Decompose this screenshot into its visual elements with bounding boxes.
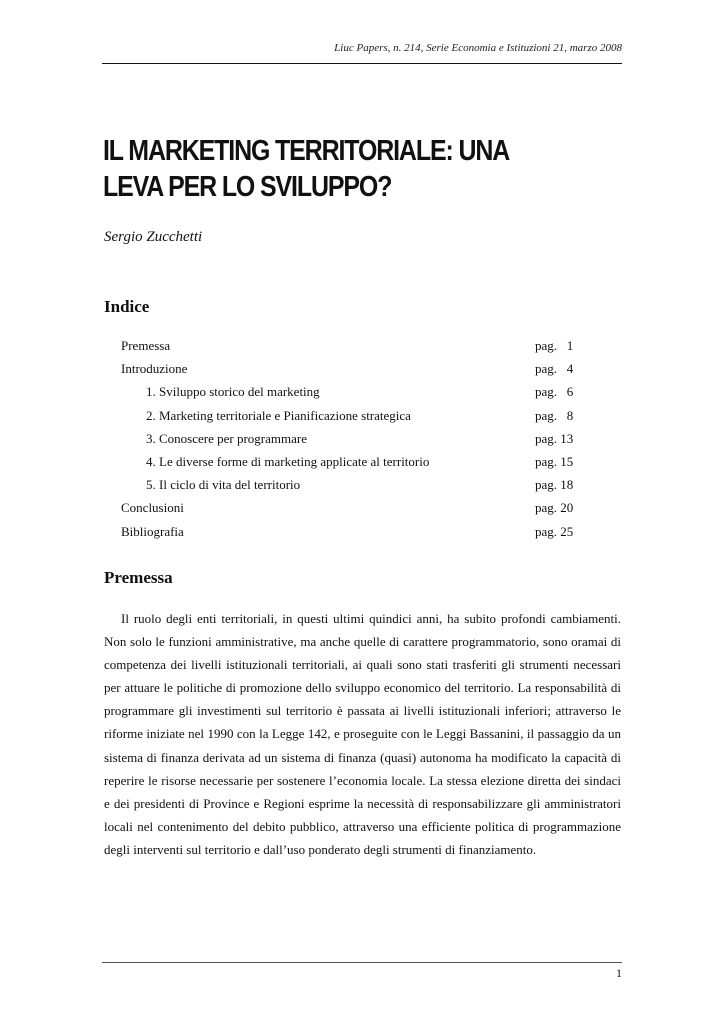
toc-entry[interactable] xyxy=(0,498,724,521)
toc-entry-page: pag. 4 xyxy=(535,361,574,377)
toc-entry-label: 3. Conoscere per programmare xyxy=(146,430,307,446)
toc-entry-page: pag. 25 xyxy=(535,523,574,539)
toc-entry-page: pag. 18 xyxy=(535,477,574,493)
premessa-heading: Premessa xyxy=(104,568,173,587)
toc-subentry[interactable] xyxy=(0,475,724,498)
toc-entry[interactable] xyxy=(0,522,724,545)
toc-entry-label: 5. Il ciclo di vita del territorio xyxy=(146,477,301,493)
toc-subentry[interactable] xyxy=(0,429,724,452)
author-name: Sergio Zucchetti xyxy=(104,229,203,245)
paper-title: IL MARKETING TERRITORIALE: UNA LEVA PER LO SVILUPPO? xyxy=(103,135,509,203)
toc-entry-label: Premessa xyxy=(121,338,171,353)
toc-entry-label: 4. Le diverse forme di marketing applicate al territorio xyxy=(146,453,430,469)
toc-entry-label: Conclusioni xyxy=(121,500,184,516)
toc-entry-page: pag. 20 xyxy=(535,500,574,516)
page-number: 1 xyxy=(616,966,622,980)
table-of-contents xyxy=(0,336,724,545)
toc-entry[interactable] xyxy=(0,359,724,382)
toc-entry-label: 2. Marketing territoriale e Pianificazione strategica xyxy=(146,407,411,423)
toc-entry[interactable] xyxy=(0,336,724,359)
toc-subentry[interactable] xyxy=(0,382,724,405)
toc-subentry[interactable] xyxy=(0,452,724,475)
footer-rule xyxy=(102,962,622,963)
index-heading: Indice xyxy=(104,297,150,316)
premessa-paragraph: Il ruolo degli enti territoriali, in questi ultimi quindici anni, ha subito profondi cambiamenti. Non solo le funzioni amministrative, ma anche quelle di carattere programmatorio, sono oramai di competenza dei livelli istituzionali territoriali, ai quali sono stati trasferiti gli strumenti necessari per attuare le politiche di promozione dello sviluppo economico del territorio. La responsabilità di programmare gli investimenti sul territorio è passata ai livelli istituzionali inferiori; attraverso le riforme iniziate nel 1990 con la Legge 142, e proseguite con le Leggi Bassanini, il passaggio da un sistema di finanza derivata ad un sistema di finanza (quasi) autonoma ha modificato la capacità di reperire le risorse necessarie per sostenere l’economia locale. La stessa elezione diretta dei sindaci e dei presidenti di Province e Regioni esprime la necessità di responsabilizzare gli amministratori locali nel contenimento del debito pubblico, attraverso una efficiente politica di programmazione degli interventi sul territorio e dall’uso ponderato degli strumenti di finanziamento. xyxy=(104,611,621,857)
toc-subentry[interactable] xyxy=(0,406,724,429)
toc-entry-page: pag. 1 xyxy=(535,338,574,353)
running-head: Liuc Papers, n. 214, Serie Economia e Istituzioni 21, marzo 2008 xyxy=(334,42,622,54)
toc-entry-label: Introduzione xyxy=(121,361,188,377)
toc-entry-page: pag. 8 xyxy=(535,407,574,423)
toc-entry-label: Bibliografia xyxy=(121,523,184,539)
toc-entry-page: pag. 13 xyxy=(535,430,574,446)
header-rule xyxy=(102,63,622,64)
toc-entry-page: pag. 6 xyxy=(535,384,574,400)
toc-entry-label: 1. Sviluppo storico del marketing xyxy=(146,384,320,400)
toc-entry-page: pag. 15 xyxy=(535,453,574,469)
